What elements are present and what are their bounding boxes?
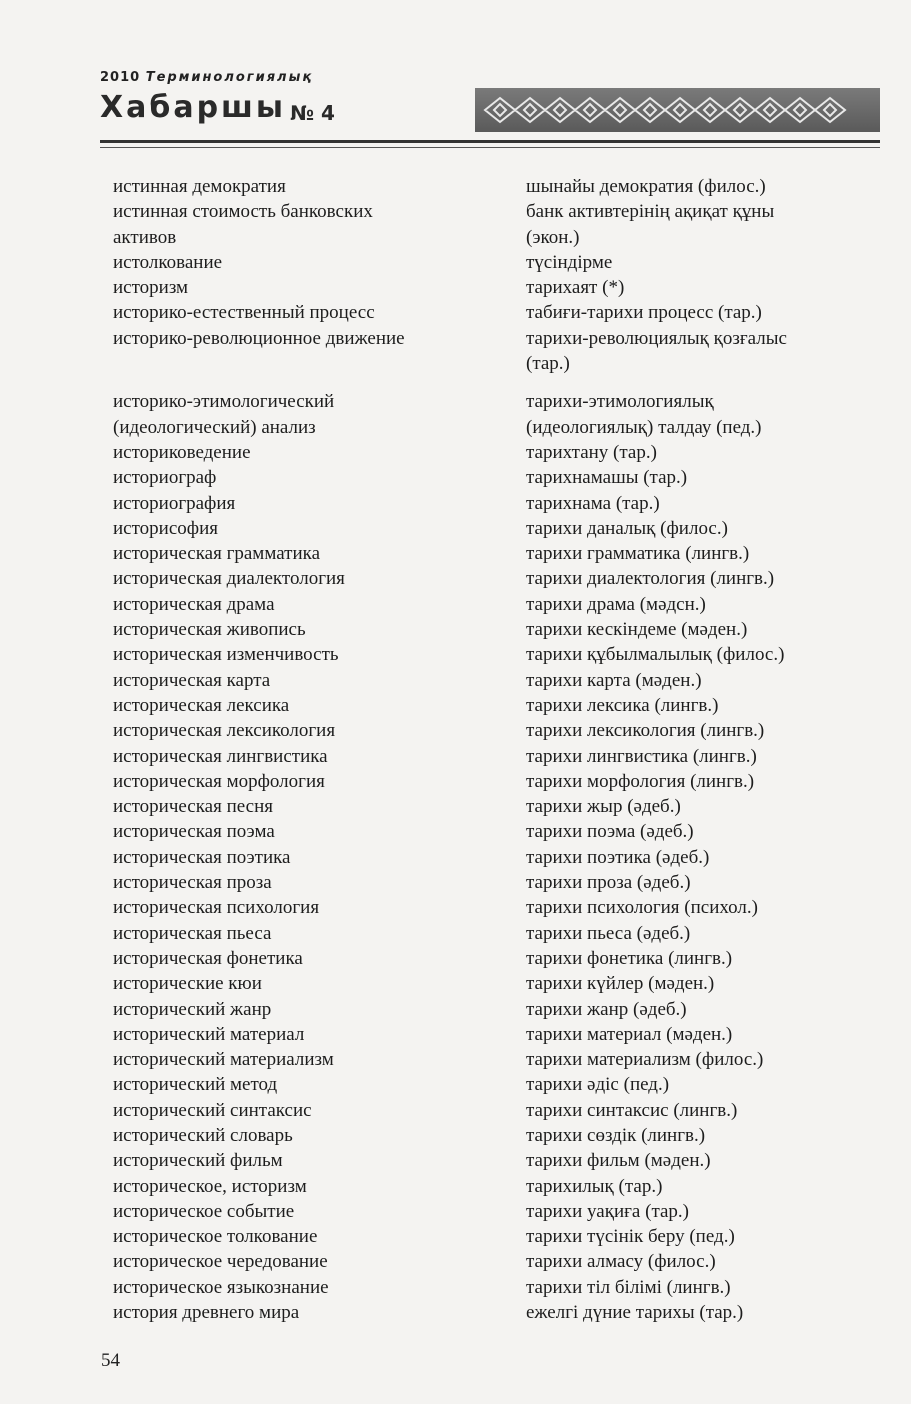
page-number: 54 [101,1350,120,1371]
page-header [0,0,911,160]
journal-title: Хабаршы [100,90,287,125]
kazakh-term [526,1275,876,1300]
entry-line: историограф [113,467,217,489]
journal-year-line [100,70,313,85]
russian-term [113,250,483,275]
entry-line: түсіндірме [526,251,613,273]
kazakh-term [526,389,876,440]
entry-line: тарихи сөздік (лингв.) [526,1124,706,1146]
entry-line: тарихи уақиға (тар.) [526,1200,689,1222]
entry-line: (идеологический) анализ [113,416,316,438]
entry-line: исторический синтаксис [113,1099,312,1121]
russian-terms-column [113,174,483,1325]
russian-term [113,440,483,465]
entry-line: тарихи лингвистика (лингв.) [526,745,757,767]
entry-line: тарихи түсінік беру (пед.) [526,1226,735,1248]
entry-line: историческая живопись [113,619,306,641]
entry-line: исторический материализм [113,1049,334,1071]
entry-line: историческая карта [113,669,271,691]
entry-line: исторические кюи [113,973,262,995]
entry-line: историческая морфология [113,770,325,792]
russian-term [113,275,483,300]
entry-line: активов [113,226,177,248]
kazakh-terms-column [526,174,876,1325]
entry-line: историко-этимологический [113,391,335,413]
entry-line: тарихи жанр (әдеб.) [526,998,687,1020]
russian-term [113,1249,483,1274]
kazakh-term [526,1224,876,1249]
entry-line: тарихи материализм (филос.) [526,1049,764,1071]
russian-term [113,326,483,390]
kazakh-term [526,1072,876,1097]
russian-term [113,389,483,440]
russian-term [113,1022,483,1047]
entry-line: (тар.) [526,353,570,375]
russian-term [113,744,483,769]
russian-term [113,895,483,920]
russian-term [113,946,483,971]
kazakh-term [526,1123,876,1148]
entry-line: тарихи фильм (мәден.) [526,1150,711,1172]
kazakh-term [526,326,876,390]
kazakh-term [526,300,876,325]
kazakh-term [526,1098,876,1123]
entry-line: историческая поэма [113,821,275,843]
entry-line: тарихаят (*) [526,277,625,299]
entry-line: тарихи синтаксис (лингв.) [526,1099,738,1121]
kazakh-term [526,870,876,895]
russian-term [113,1199,483,1224]
russian-term [113,971,483,996]
entry-line: исторический метод [113,1074,278,1096]
entry-line: историческая пьеса [113,922,272,944]
entry-line: историзм [113,277,189,299]
entry-line: историческая лексикология [113,720,336,742]
entry-line: истинная демократия [113,176,286,197]
russian-term [113,516,483,541]
entry-line: табиғи-тарихи процесс (тар.) [526,302,762,324]
russian-term [113,566,483,591]
entry-line: историческая фонетика [113,947,303,969]
kazakh-term [526,769,876,794]
russian-term [113,921,483,946]
entry-line: тарихи грамматика (лингв.) [526,543,750,565]
journal-year: 2010 [100,70,141,85]
entry-line: тарихи драма (мәдсн.) [526,593,706,615]
entry-line: историческая лексика [113,694,290,716]
russian-term [113,174,483,199]
russian-term [113,199,483,250]
entry-line: тарихнамашы (тар.) [526,467,688,489]
kazakh-term [526,718,876,743]
kazakh-term [526,971,876,996]
kazakh-term [526,250,876,275]
entry-line: тарихи-этимологиялық [526,391,714,413]
entry-line: историческая проза [113,872,272,894]
entry-line: историко-естественный процесс [113,302,375,324]
russian-term [113,1047,483,1072]
kazakh-term [526,465,876,490]
entry-line: историковедение [113,441,251,463]
entry-line: тарихи пьеса (әдеб.) [526,922,691,944]
entry-line: банк активтерінің ақиқат құны [526,201,775,223]
kazakh-term [526,1249,876,1274]
russian-term [113,1072,483,1097]
entry-line: исторический жанр [113,998,272,1020]
russian-term [113,1275,483,1300]
kazakh-term [526,491,876,516]
entry-line: тарихи поэма (әдеб.) [526,821,694,843]
header-band [100,88,880,132]
entry-line: историческая изменчивость [113,644,339,666]
kazakh-term [526,617,876,642]
entry-line: тарихи алмасу (филос.) [526,1251,716,1273]
kazakh-term [526,1300,876,1325]
entry-line: историческая песня [113,796,273,818]
entry-line: (идеологиялық) талдау (пед.) [526,416,762,438]
entry-line: тарихи даналық (филос.) [526,517,728,539]
kazakh-term [526,516,876,541]
kazakh-term [526,275,876,300]
kazakh-term [526,668,876,693]
entry-line: тарихи-революциялық қозғалыс [526,327,787,349]
entry-line: историческая поэтика [113,846,291,868]
entry-line: истинная стоимость банковских [113,201,373,223]
header-rule-thick [100,140,880,143]
entry-line: тарихи диалектология (лингв.) [526,568,775,590]
ornament-pattern-icon [480,92,870,128]
entry-line: тарихи карта (мәден.) [526,669,702,691]
russian-term [113,668,483,693]
russian-term [113,718,483,743]
entry-line: шынайы демократия (филос.) [526,176,766,197]
kazakh-term [526,1022,876,1047]
kazakh-term [526,1148,876,1173]
entry-line: историсофия [113,517,218,539]
entry-line: исторический словарь [113,1124,293,1146]
kazakh-term [526,693,876,718]
russian-term [113,1098,483,1123]
kazakh-term [526,997,876,1022]
russian-term [113,1123,483,1148]
entry-line: историческая драма [113,593,275,615]
entry-line: историческое событие [113,1200,295,1222]
entry-line: тарихи лексика (лингв.) [526,694,719,716]
russian-term [113,592,483,617]
entry-line: историко-революционное движение [113,327,405,349]
kazakh-term [526,1047,876,1072]
entry-line: историческое языкознание [113,1276,329,1298]
issue-number: № 4 [290,101,335,125]
entry-line: ежелгі дүние тарихы (тар.) [526,1302,744,1324]
entry-line: тарихи психология (психол.) [526,897,758,919]
kazakh-term [526,642,876,667]
russian-term [113,642,483,667]
entry-line: историческая психология [113,897,320,919]
kazakh-term [526,744,876,769]
entry-line: тарихи морфология (лингв.) [526,770,755,792]
russian-term [113,1300,483,1325]
kazakh-term [526,541,876,566]
kazakh-term [526,946,876,971]
russian-term [113,769,483,794]
header-rule-thin [100,147,880,148]
entry-line: тарихи тіл білімі (лингв.) [526,1276,731,1298]
russian-term [113,845,483,870]
entry-line: тарихи материал (мәден.) [526,1023,733,1045]
kazakh-term [526,819,876,844]
russian-term [113,819,483,844]
russian-term [113,300,483,325]
entry-line: тарихи әдіс (пед.) [526,1074,670,1096]
entry-line: историческая лингвистика [113,745,328,767]
entry-line: тарихи күйлер (мәден.) [526,973,715,995]
journal-name: Терминологиялық [145,70,314,85]
russian-term [113,693,483,718]
entry-line: тарихи лексикология (лингв.) [526,720,765,742]
entry-line: тарихилық (тар.) [526,1175,663,1197]
kazakh-term [526,592,876,617]
entry-line: историческое, историзм [113,1175,307,1197]
kazakh-term [526,199,876,250]
russian-term [113,1148,483,1173]
russian-term [113,1174,483,1199]
kazakh-term [526,174,876,199]
russian-term [113,794,483,819]
kazakh-term [526,1199,876,1224]
entry-line: тарихи кескіндеме (мәден.) [526,619,748,641]
entry-line: тарихтану (тар.) [526,441,657,463]
kazakh-term [526,845,876,870]
entry-spacer [113,351,483,364]
entry-line: тарихнама (тар.) [526,492,660,514]
entry-line: исторический фильм [113,1150,283,1172]
entry-line: историография [113,492,236,514]
kazakh-term [526,440,876,465]
entry-line: истолкование [113,251,223,273]
russian-term [113,870,483,895]
entry-line: историческая диалектология [113,568,345,590]
entry-line: историческое толкование [113,1226,318,1248]
entry-line: историческая грамматика [113,543,321,565]
entry-line: тарихи поэтика (әдеб.) [526,846,710,868]
entry-line: тарихи құбылмалылық (филос.) [526,644,785,666]
russian-term [113,997,483,1022]
kazakh-term [526,921,876,946]
entry-line: исторический материал [113,1023,305,1045]
entry-line: тарихи фонетика (лингв.) [526,947,733,969]
kazakh-term [526,895,876,920]
kazakh-term [526,566,876,591]
entry-line: тарихи жыр (әдеб.) [526,796,681,818]
russian-term [113,1224,483,1249]
russian-term [113,541,483,566]
entry-line: историческое чередование [113,1251,328,1273]
russian-term [113,465,483,490]
kazakh-term [526,1174,876,1199]
entry-line: тарихи проза (әдеб.) [526,872,691,894]
russian-term [113,491,483,516]
entry-line: (экон.) [526,226,580,248]
kazakh-term [526,794,876,819]
russian-term [113,617,483,642]
entry-line: история древнего мира [113,1302,300,1324]
